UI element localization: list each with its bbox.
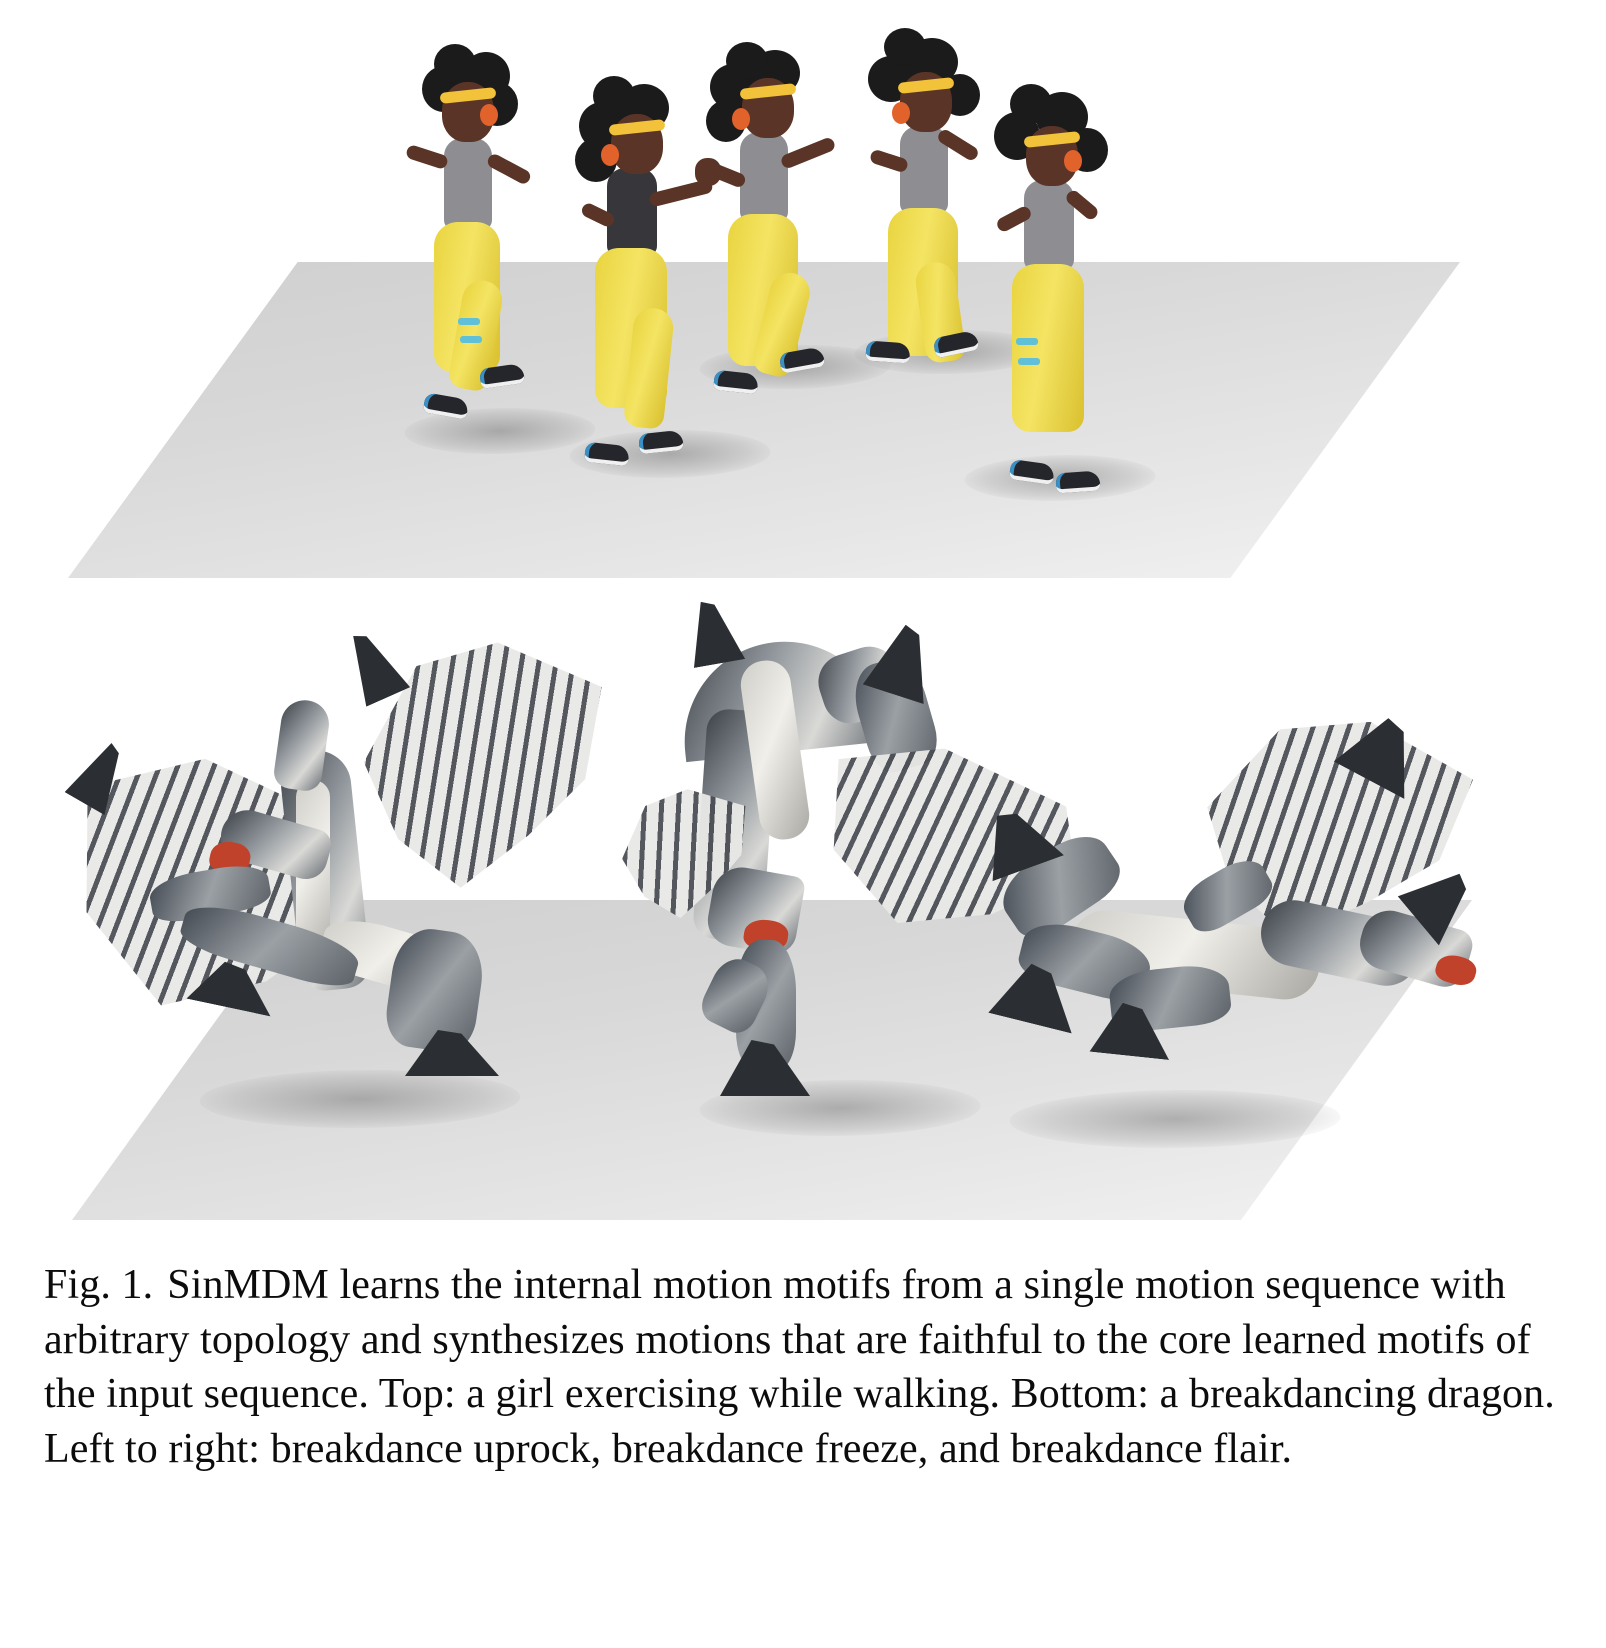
torso xyxy=(740,132,788,222)
left-arm xyxy=(405,144,449,170)
hair-puff-icon xyxy=(1010,84,1052,124)
top-panel-scene xyxy=(0,0,1606,620)
headphones-icon xyxy=(480,104,498,126)
hair-puff-icon xyxy=(593,76,635,116)
headphones-icon xyxy=(1064,150,1082,172)
shoe xyxy=(713,370,759,394)
girl-frame-5 xyxy=(960,70,1150,500)
shoe xyxy=(638,430,684,454)
headphones-icon xyxy=(892,102,910,124)
pant-stripe xyxy=(460,336,482,343)
right-arm-raised xyxy=(779,136,836,170)
wing-finger-claw xyxy=(338,623,410,706)
dragon-claw xyxy=(720,1040,810,1096)
dragon-uprock xyxy=(60,630,580,1150)
pant-stripe xyxy=(1016,338,1038,345)
pant-stripe xyxy=(458,318,480,325)
shoe xyxy=(423,392,470,419)
hair-puff-icon xyxy=(884,28,926,66)
figure-label: Fig. 1. xyxy=(44,1262,154,1308)
right-arm xyxy=(485,152,532,186)
girl-frame-1 xyxy=(380,30,570,460)
shoe xyxy=(865,340,910,363)
torso xyxy=(444,138,492,230)
hair-puff-icon xyxy=(434,44,476,84)
shoe xyxy=(1009,459,1055,485)
torso xyxy=(607,168,657,256)
figure-caption xyxy=(44,1258,1564,1476)
pant-stripe xyxy=(1018,358,1040,365)
pants xyxy=(1012,264,1084,432)
bottom-panel-scene xyxy=(0,600,1606,1260)
headphones-icon xyxy=(732,108,750,130)
headphones-icon xyxy=(601,144,619,166)
shoe xyxy=(584,442,630,466)
hair-puff-icon xyxy=(726,42,768,80)
shoe xyxy=(1055,470,1100,493)
figure-caption-text: SinMDM learns the internal motion motifs from a single motion sequence with arbitrary topology and synthesizes motions that are faithful to the core learned motifs of the input sequence. Top: a girl exercising while walking. Bottom: a breakdancing dragon. Left to right: breakdance uprock, breakdance freeze, and breakdance flair. xyxy=(44,1262,1555,1472)
dragon-spike xyxy=(683,600,745,668)
dragon-flair xyxy=(960,720,1520,1150)
